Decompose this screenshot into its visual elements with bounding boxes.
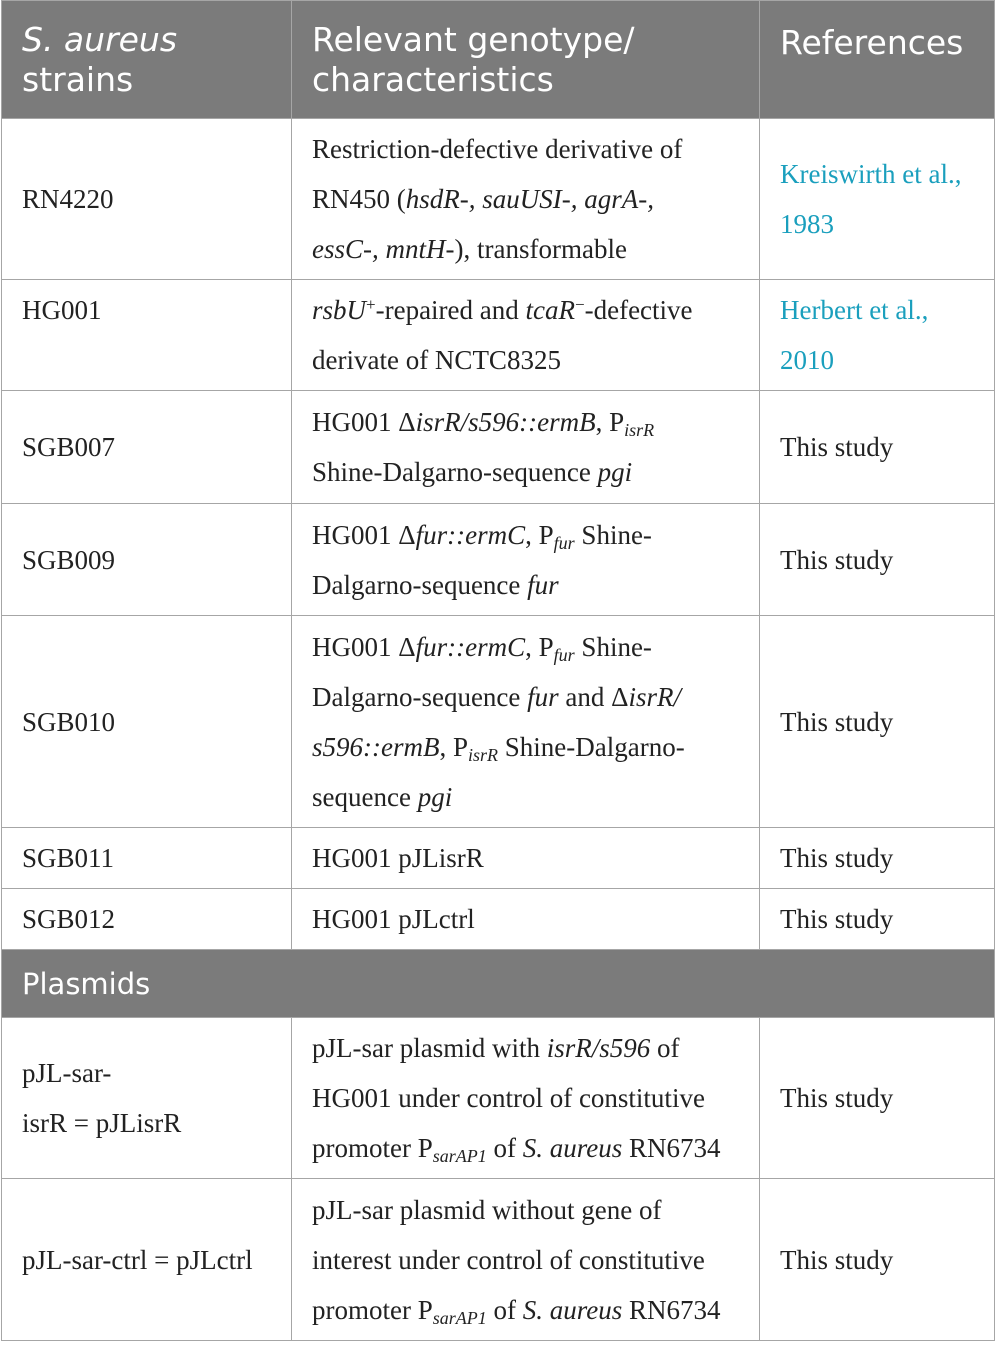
table-row [2, 280, 995, 391]
plasmid-description: pJL-sar plasmid without gene of interest under control of constitutive promoter $P_{sarAP1}$ of S. aureus RN6734 [292, 1179, 760, 1341]
table-row [2, 391, 995, 504]
plasmid-description: pJL-sar plasmid with isrR/s596 of HG001 under control of constitutive promoter $P_{sarAP1}$ of S. aureus RN6734 [292, 1018, 760, 1179]
plasmid-name: pJL-sar-ctrl = pJLctrl [2, 1179, 292, 1341]
strain-name: RN4220 [2, 119, 292, 280]
reference: This study [760, 828, 995, 889]
reference: This study [760, 1018, 995, 1179]
header-genotype-line1: Relevant genotype/ [312, 19, 635, 59]
strain-description: HG001 pJLisrR [292, 828, 760, 889]
table-row [2, 828, 995, 889]
table-row [2, 1018, 995, 1179]
table-row [2, 119, 995, 280]
table-row [2, 504, 995, 616]
plasmid-name: pJL-sar- isrR = pJLisrR [2, 1018, 292, 1179]
strain-name: SGB011 [2, 828, 292, 889]
strain-name: SGB007 [2, 391, 292, 504]
header-references: References [760, 1, 995, 119]
reference: This study [760, 889, 995, 950]
reference: This study [760, 504, 995, 616]
section-header-plasmids [2, 950, 995, 1018]
header-strains-line2: strains [22, 59, 134, 99]
strain-name: SGB010 [2, 616, 292, 828]
header-strains-line1: S. aureus [22, 19, 178, 59]
strains-table [1, 0, 995, 1341]
table-row [2, 1179, 995, 1341]
reference-link[interactable]: Herbert et al., 2010 [760, 280, 995, 391]
section-title: Plasmids [2, 950, 995, 1018]
strain-description: Restriction-defective derivative of RN450 (hsdR-, sauUSI-, agrA-, essC-, mntH-), transformable [292, 119, 760, 280]
header-genotype [292, 1, 760, 119]
table-row [2, 889, 995, 950]
reference: This study [760, 1179, 995, 1341]
table-header-row [2, 1, 995, 119]
strain-name: SGB012 [2, 889, 292, 950]
header-genotype-line2: characteristics [312, 59, 554, 99]
strain-name: HG001 [2, 280, 292, 391]
strain-description: HG001 Δfur::ermC, $P_{fur}$ Shine- Dalgarno-sequence fur and ΔisrR/ s596::ermB, $P_{isrR}$ Shine-Dalgarno- sequence pgi [292, 616, 760, 828]
strain-description: HG001 ΔisrR/s596::ermB, $P_{isrR}$ Shine-Dalgarno-sequence pgi [292, 391, 760, 504]
reference: This study [760, 616, 995, 828]
strain-description: rsbU+-repaired and tcaR−-defective derivate of NCTC8325 [292, 280, 760, 391]
reference-link[interactable]: Kreiswirth et al., 1983 [760, 119, 995, 280]
reference: This study [760, 391, 995, 504]
strain-name: SGB009 [2, 504, 292, 616]
header-strains [2, 1, 292, 119]
table-row [2, 616, 995, 828]
strain-description: HG001 Δfur::ermC, $P_{fur}$ Shine- Dalgarno-sequence fur [292, 504, 760, 616]
strain-description: HG001 pJLctrl [292, 889, 760, 950]
